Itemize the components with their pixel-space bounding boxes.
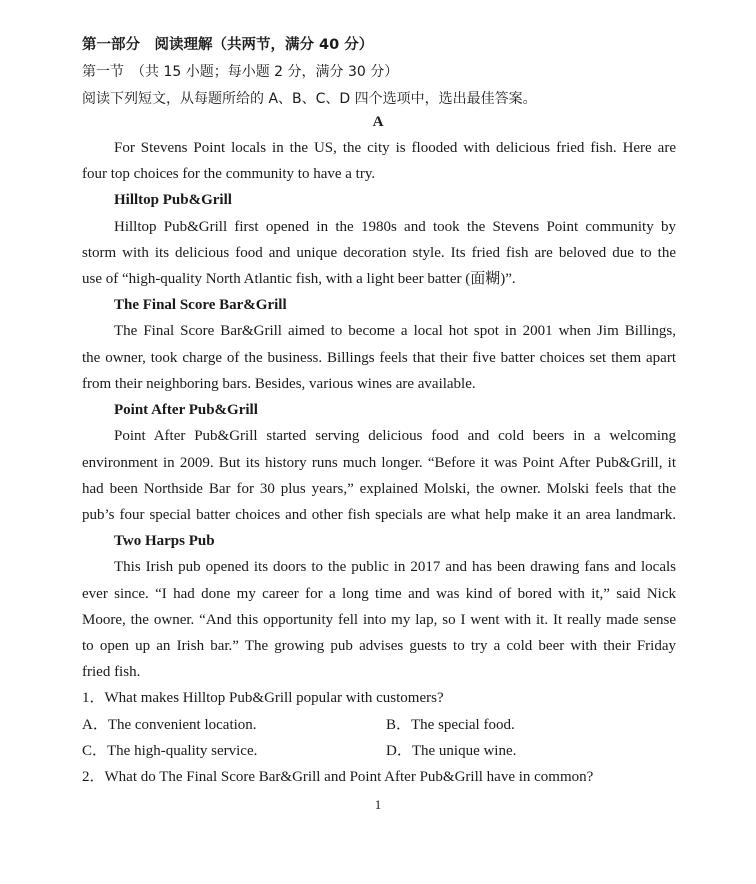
question-1: 1．What makes Hilltop Pub&Grill popular with customers?	[82, 690, 444, 706]
paragraph-line: storm with its delicious food and unique decoration style. Its fried fish are beloved due to the	[82, 245, 676, 261]
section-heading: 第一节 （共 15 小题；每小题 2 分，满分 30 分）	[82, 64, 399, 80]
passage-label: A	[372, 114, 384, 130]
section-title-hilltop: Hilltop Pub&Grill	[114, 192, 232, 208]
part-heading: 第一部分 阅读理解（共两节，满分 40 分）	[82, 37, 374, 53]
paragraph-line: Hilltop Pub&Grill first opened in the 1980s and took the Stevens Point community by	[114, 219, 676, 235]
question-1-option-a[interactable]: A．The convenient location.	[82, 717, 257, 733]
section-title-final-score: The Final Score Bar&Grill	[114, 297, 287, 313]
paragraph-line: Moore, the owner. “And this opportunity fell into my lap, so I went with it. It really made sense	[82, 612, 676, 628]
question-1-option-c[interactable]: C．The high-quality service.	[82, 743, 258, 759]
paragraph-line: The Final Score Bar&Grill aimed to become a local hot spot in 2001 when Jim Billings,	[114, 323, 676, 339]
paragraph-line: pub’s four special batter choices and other fish specials are what help make it an area landmark.	[82, 507, 676, 523]
paragraph-line: use of “high-quality North Atlantic fish, with a light beer batter (面糊)”.	[82, 271, 516, 287]
paragraph-line: ever since. “I had done my career for a long time and was kind of bored with it,” said Nick	[82, 586, 676, 602]
question-1-option-d[interactable]: D．The unique wine.	[386, 743, 517, 759]
paragraph-line: This Irish pub opened its doors to the public in 2017 and has been drawing fans and locals	[114, 559, 676, 575]
paragraph-line: had been Northside Bar for 30 plus years,” explained Molski, the owner. Molski feels that the	[82, 481, 676, 497]
question-1-option-b[interactable]: B．The special food.	[386, 717, 515, 733]
paragraph-line: fried fish.	[82, 664, 141, 680]
instructions: 阅读下列短文，从每题所给的 A、B、C、D 四个选项中，选出最佳答案。	[82, 91, 537, 107]
section-title-two-harps: Two Harps Pub	[114, 533, 215, 549]
paragraph-line: from their neighboring bars. Besides, various wines are available.	[82, 376, 476, 392]
intro-line: For Stevens Point locals in the US, the city is flooded with delicious fried fish. Here are	[114, 140, 676, 156]
intro-line: four top choices for the community to have a try.	[82, 166, 376, 182]
section-title-point-after: Point After Pub&Grill	[114, 402, 258, 418]
page-number: 1	[374, 797, 382, 812]
paragraph-line: the owner, took charge of the business. Billings feels that their five batter choices set them apart	[82, 350, 676, 366]
question-2: 2．What do The Final Score Bar&Grill and Point After Pub&Grill have in common?	[82, 769, 594, 785]
paragraph-line: Point After Pub&Grill started serving delicious food and cold beers in a welcoming	[114, 428, 676, 444]
paragraph-line: environment in 2009. But its history runs much longer. “Before it was Point After Pub&Grill, it	[82, 455, 676, 471]
paragraph-line: to open up an Irish bar.” The growing pub advises guests to try a cold beer with their Friday	[82, 638, 676, 654]
